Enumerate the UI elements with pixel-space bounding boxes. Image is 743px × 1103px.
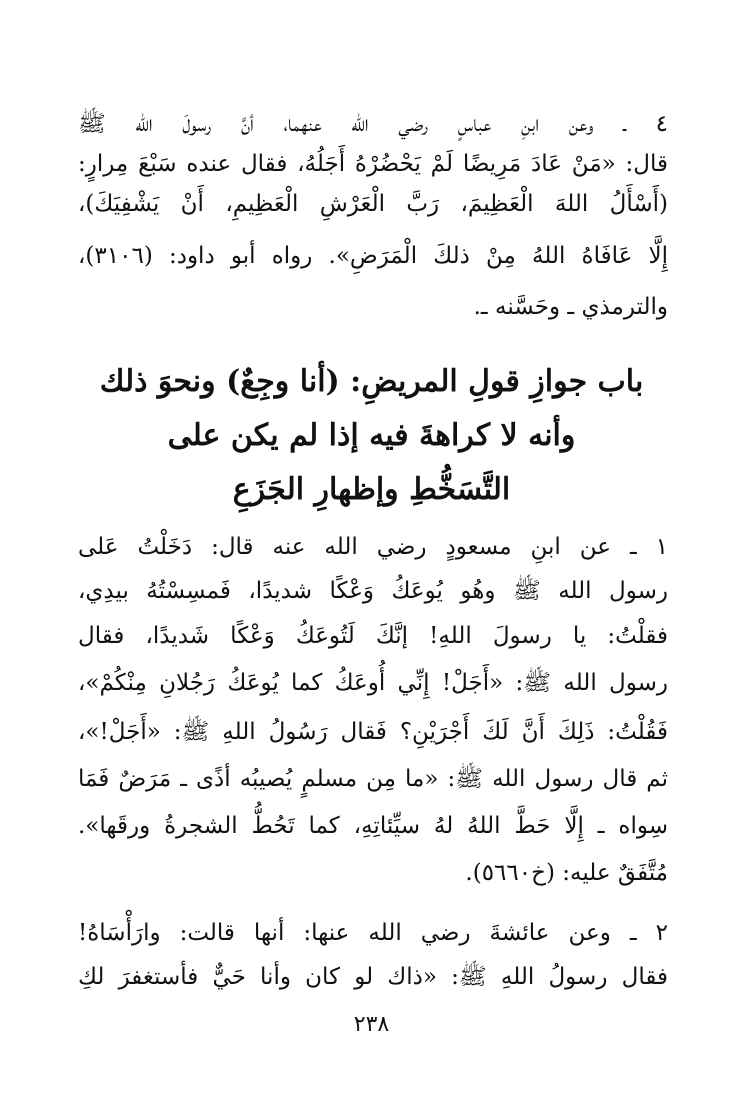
text-line: رسول الله ﷺ وهُو يُوعَكُ وَعْكًا شديدًا، فَمسِسْتُهُ بيدِي، [78,578,668,604]
text-line: (أَسْأَلُ اللهَ الْعَظِيمَ، رَبَّ الْعَرْشِ الْعَظِيمِ، أَنْ يَشْفِيَكَ)، [78,191,668,217]
chapter-title-line: باب جوازِ قولِ المريضِ: (أنا وجِعٌ) ونحوَ ذلك [99,364,644,399]
text-line: ٢ ـ وعن عائشةَ رضي الله عنها: أنها قالت: وارَأْسَاهُ! [78,920,668,946]
text-line: والترمذي ـ وحَسَّنه ـ. [473,294,668,320]
text-line: قال: «مَنْ عَادَ مَرِيضًا لَمْ يَحْضُرْهُ أَجَلُهُ، فقال عنده سَبْعَ مِرارٍ: [78,151,668,177]
text-line: إِلَّا عَافَاهُ اللهُ مِنْ ذلكَ الْمَرَضِ». رواه أبو داود: (٣١٠٦)، [78,243,668,269]
chapter-title-line: التَّسَخُّطِ وإظهارِ الجَزَعِ [232,472,511,507]
text-line: فَقُلْتُ: ذَلِكَ أَنَّ لَكَ أَجْرَيْنِ؟ فَقال رَسُولُ اللهِ ﷺ: «أَجَلْ!»، [78,719,668,745]
text-line: رسول الله ﷺ: «أَجَلْ! إِنِّي أُوعَكُ كما يُوعَكُ رَجُلانِ مِنْكُمْ»، [78,670,668,696]
text-line: فقال رسولُ اللهِ ﷺ: «ذاك لو كان وأنا حَيٌّ فأستغفرَ لكِ [78,964,668,990]
text-line: فقلْتُ: يا رسولَ اللهِ! إنَّكَ لَتُوعَكُ وَعْكًا شَديدًا، فقال [78,623,668,649]
chapter-title-line: وأنه لا كراهةَ فيه إذا لم يكن على [167,418,576,453]
text-line: ثم قال رسول الله ﷺ: «ما مِن مسلمٍ يُصيبُه أذًى ـ مَرَضٌ فَمَا [78,766,668,792]
page-number: ٢٣٨ [353,1012,390,1037]
text-line: سِواه ـ إِلَّا حَطَّ اللهُ لهُ سيِّئاتِهِ، كما تَحُطُّ الشجرةُ ورقَها». [78,813,668,839]
text-line: ٤ ـ وعن ابنِ عباسٍ رضي الله عنهما، أنَّ رسولَ الله ﷺ [78,111,668,137]
text-line: مُتَّفَقٌ عليه: (خ٥٦٦٠). [465,860,668,886]
text-line: ١ ـ عن ابنِ مسعودٍ رضي الله عنه قال: دَخَلْتُ عَلى [78,534,668,560]
